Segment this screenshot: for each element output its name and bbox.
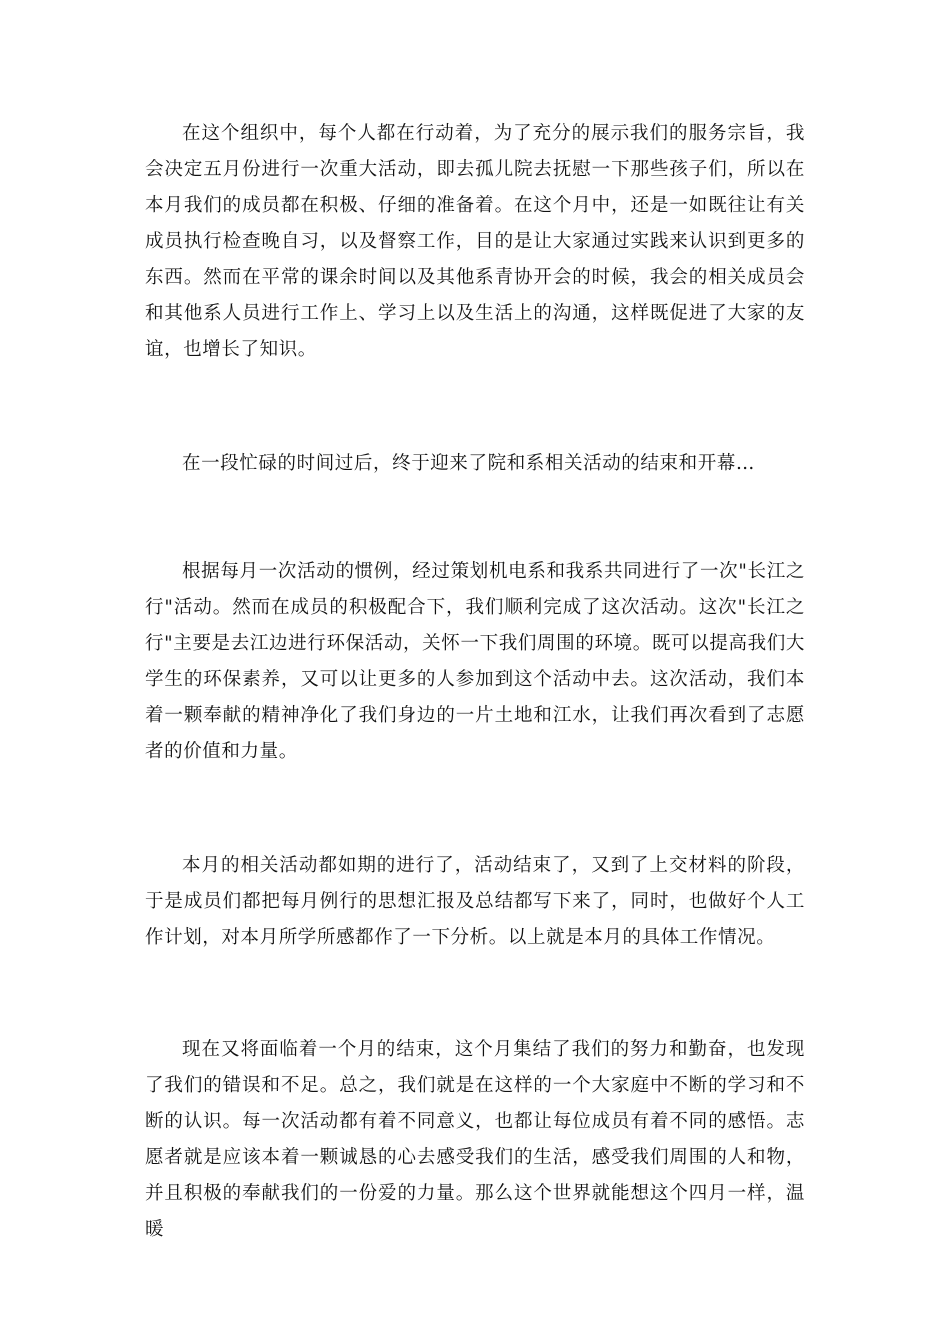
paragraph-organization-activities: 在这个组织中，每个人都在行动着，为了充分的展示我们的服务宗旨，我会决定五月份进行一次重大活动，即去孤儿院去抚慰一下那些孩子们，所以在本月我们的成员都在积极、仔细的准备着。在这个月中，还是一如既往让有关成员执行检查晚自习，以及督察工作，目的是让大家通过实践来认识到更多的东西。然而在平常的课余时间以及其他系青协开会的时候，我会的相关成员会和其他系人员进行工作上、学习上以及生活上的沟通，这样既促进了大家的友谊，也增长了知识。	[145, 123, 805, 360]
paragraph-yangtze-trip: 根据每月一次活动的惯例，经过策划机电系和我系共同进行了一次"长江之行"活动。然而在成员的积极配合下，我们顺利完成了这次活动。这次"长江之行"主要是去江边进行环保活动，关怀一下我们周围的环境。既可以提高我们大学生的环保素养，又可以让更多的人参加到这个活动中去。这次活动，我们本着一颗奉献的精神净化了我们身边的一片土地和江水，让我们再次看到了志愿者的价值和力量。	[145, 561, 805, 762]
paragraph-month-summary: 现在又将面临着一个月的结束，这个月集结了我们的努力和勤奋，也发现了我们的错误和不足。总之，我们就是在这样的一个大家庭中不断的学习和不断的认识。每一次活动都有着不同意义，也都让每位成员有着不同的感悟。志愿者就是应该本着一颗诚恳的心去感受我们的生活，感受我们周围的人和物，并且积极的奉献我们的一份爱的力量。那么这个世界就能想这个四月一样，温暖	[145, 1039, 805, 1240]
paragraph-busy-period: 在一段忙碌的时间过后，终于迎来了院和系相关活动的结束和开幕…	[182, 453, 756, 474]
paragraph-materials-submission: 本月的相关活动都如期的进行了，活动结束了，又到了上交材料的阶段，于是成员们都把每月例行的思想汇报及总结都写下来了，同时，也做好个人工作计划，对本月所学所感都作了一下分析。以上就是本月的具体工作情况。	[145, 855, 805, 948]
